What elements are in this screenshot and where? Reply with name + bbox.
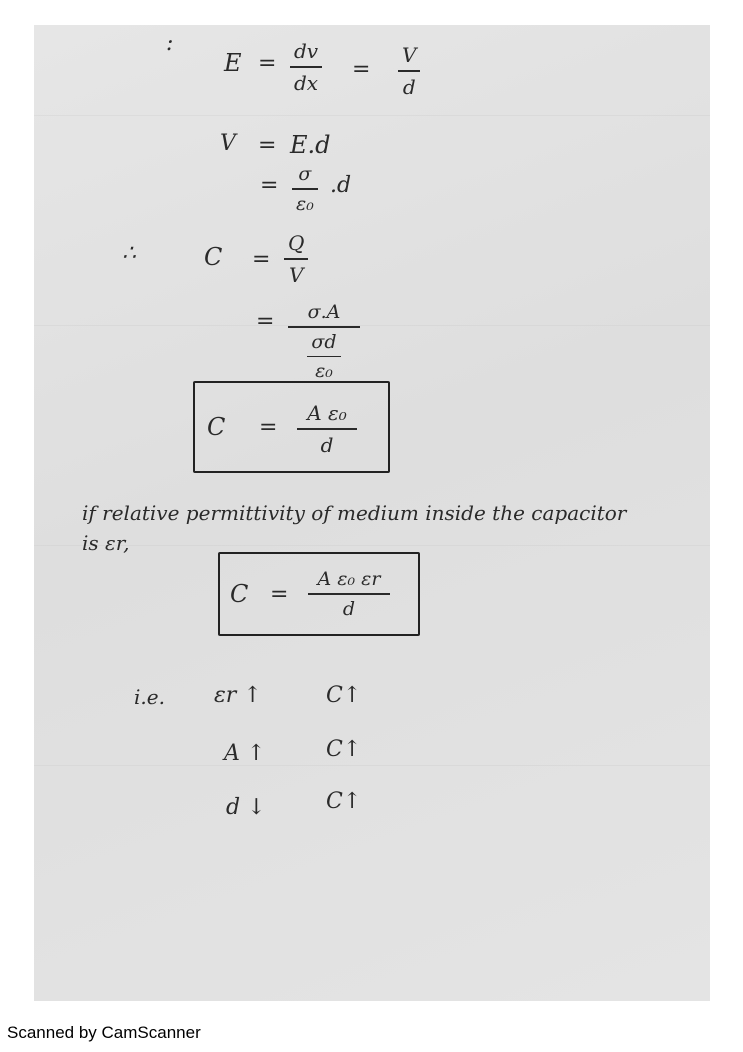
fraction-bar	[288, 326, 360, 328]
relation-row-3-left: d ↓	[226, 795, 266, 820]
line4-lhs: C	[204, 243, 223, 271]
sentence-line-2: is εr,	[82, 531, 130, 555]
inner-numerator: σd	[311, 330, 337, 353]
line1-lhs: E	[224, 49, 242, 77]
box2-fraction	[308, 568, 390, 620]
line4-fraction	[284, 231, 308, 287]
fraction-numerator: σ	[298, 163, 312, 185]
result-box-2	[218, 552, 420, 636]
line2-lhs: V	[220, 131, 236, 156]
scanner-watermark: Scanned by CamScanner	[7, 1023, 201, 1042]
fraction-denominator: d	[320, 432, 334, 457]
box2-lhs: C	[230, 580, 249, 608]
result-box-1	[193, 381, 390, 473]
fraction-numerator: dv	[294, 39, 319, 63]
line1-dots: :	[166, 31, 174, 56]
line2-eq: =	[258, 133, 277, 158]
line3-fraction	[292, 163, 318, 215]
fraction-numerator: A ε₀ εr	[317, 568, 381, 590]
fraction-numerator: A ε₀	[307, 401, 347, 425]
line5-eq: =	[256, 309, 275, 334]
fraction-numerator: σ.A	[307, 301, 341, 323]
line2-rhs: E.d	[290, 131, 331, 159]
fraction-denominator: V	[288, 262, 304, 287]
fraction-denominator: d	[342, 597, 356, 620]
relation-row-3-right: C↑	[326, 789, 362, 814]
box2-eq: =	[270, 582, 289, 607]
line4-eq: =	[252, 247, 271, 272]
fraction-numerator: Q	[288, 231, 305, 255]
fraction-denominator: ε₀	[296, 192, 314, 215]
relation-row-1-left: εr ↑	[214, 683, 262, 708]
line4-dots: ∴	[122, 241, 136, 266]
line1-fraction-dv-dx	[290, 39, 322, 95]
box1-fraction	[297, 401, 357, 457]
relation-row-2-left: A ↑	[224, 741, 266, 766]
line1-fraction-v-d	[398, 43, 420, 99]
line3-tail: .d	[330, 173, 352, 198]
fraction-denominator: d	[402, 74, 416, 99]
box1-eq: =	[259, 415, 278, 440]
box1-lhs: C	[207, 413, 226, 441]
scanned-page	[34, 25, 710, 1001]
relations-prefix: i.e.	[134, 685, 165, 709]
relation-row-1-right: C↑	[326, 683, 362, 708]
line5-compound-fraction	[288, 301, 360, 382]
inner-fraction	[307, 331, 340, 383]
line1-eq2: =	[352, 57, 371, 82]
line3-eq: =	[260, 173, 279, 198]
relation-row-2-right: C↑	[326, 737, 362, 762]
line1-eq1: =	[258, 51, 277, 76]
sentence-line-1: if relative permittivity of medium inside the capacitor	[82, 501, 627, 525]
inner-denominator: ε₀	[315, 360, 333, 383]
fraction-denominator: dx	[294, 70, 319, 95]
fraction-numerator: V	[402, 43, 417, 67]
